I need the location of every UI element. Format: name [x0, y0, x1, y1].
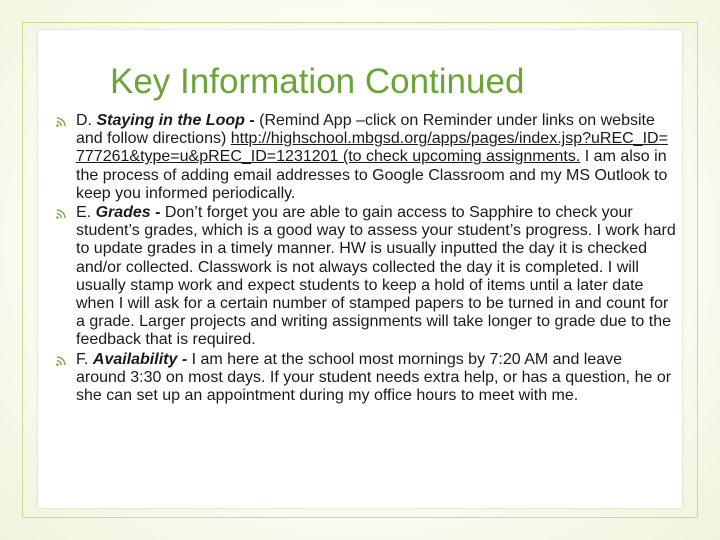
bullet-list: [56, 112, 676, 406]
bullet-label: Staying in the Loop -: [96, 112, 260, 129]
remind-app-link[interactable]: http://highschool.mbgsd.org/apps/pages/index.jsp?uREC_ID=777261&type=u&pREC_ID=1231201 (to check upcoming assignments.: [76, 130, 668, 166]
bullet-label: Availability -: [92, 350, 192, 368]
bullet-prefix: E.: [76, 204, 96, 222]
bullet-item-grades: [56, 204, 676, 350]
bullet-text-continued: I am also in the process of adding email addresses to Google Classroom and my MS Outlook to keep you informed periodically.: [76, 148, 668, 202]
bullet-item-staying-in-loop: [56, 112, 676, 203]
bullet-prefix: D.: [76, 112, 97, 129]
bullet-text: Don’t forget you are able to gain access to Sapphire to check your student’s grades, which is a good way to assess your student’s progress. I work hard to update grades in a timely manner. HW is usually inputted the day it is checked and/or collected. Classwork is not always collected the day it is completed. I will usually stamp work and expect students to keep a hold of items until a later date when I will ask for a certain number of stamped papers to be turned in and count for a grade. Larger projects and writing assignments will take longer to grade due to the feedback that is required.: [76, 204, 676, 349]
wifi-arc-bullet-icon: [56, 208, 67, 219]
bullet-text: I am here at the school most mornings by 7:20 AM and leave around 3:30 on most days. If your student needs extra help, or has a question, he or she can set up an appointment during my office hours to meet with me.: [76, 350, 672, 405]
slide-title: Key Information Continued: [110, 62, 525, 101]
bullet-prefix: F.: [76, 350, 93, 368]
wifi-arc-bullet-icon: [56, 355, 67, 366]
bullet-item-availability: [56, 351, 676, 406]
bullet-label: Grades -: [95, 204, 165, 222]
bullet-text: (Remind App –click on Reminder under links on website and follow directions): [76, 112, 655, 148]
wifi-arc-bullet-icon: [56, 116, 67, 127]
